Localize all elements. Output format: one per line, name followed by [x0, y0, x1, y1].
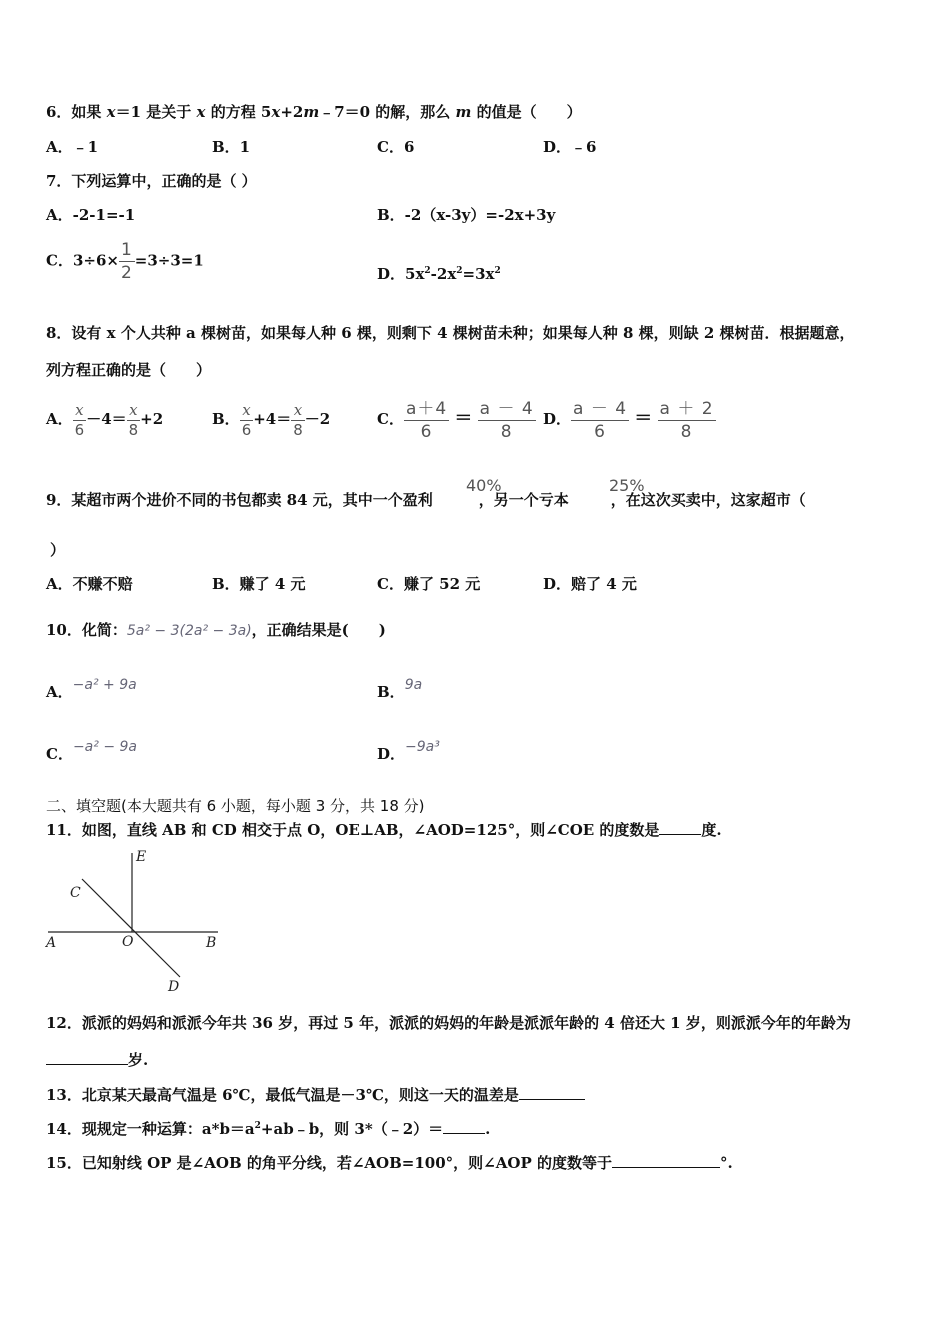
q6-option-a: A．﹣1 [46, 138, 99, 156]
q8-option-c: C． $\frac{a+4}{6}$ ＝ $\frac{a - 4}{8}$ [377, 398, 534, 442]
q8-option-a: A． $\frac{x}{6}$ －4＝ $\frac{x}{8}$ +2 [46, 400, 164, 439]
q14-stem: 14．现规定一种运算：$a*b=a^2+ab﹣b$，则 3*（﹣2）＝ . [46, 1120, 491, 1138]
q7-option-a: A．-2-1=-1 [46, 206, 136, 224]
q7-option-b: B．-2（x-3y）=-2x+3y [377, 206, 556, 224]
q15-stem: 15．已知射线 OP 是∠AOB 的角平分线，若∠AOB=100°，则∠AOP 的度数等于 °. [46, 1154, 733, 1172]
q6-stem: 6．如果 x＝1 是关于 x 的方程 5x+2m﹣7＝0 的解，那么 m 的值是（ ） [46, 103, 582, 121]
q13-stem: 13．北京某天最高气温是 6℃，最低气温是－3℃，则这一天的温差是 [46, 1085, 585, 1105]
q10-stem: 10．化简：5a² − 3(2a² − 3a)，正确结果是( ) [46, 621, 386, 639]
q11-stem: 11．如图，直线 AB 和 CD 相交于点 O，OE⊥AB，∠AOD=125°，则∠COE 的度数是 度. [46, 821, 722, 839]
q9-percent-profit: 40% [466, 476, 502, 495]
q8-stem-line1: 8．设有 x 个人共种 a 棵树苗，如果每人种 6 棵，则剩下 4 棵树苗未种；如果每人种 8 棵，则缺 2 棵树苗．根据题意， [46, 324, 855, 342]
q10-option-c: C．−a² − 9a [46, 739, 137, 763]
q9-option-c: C．赚了 52 元 [377, 575, 481, 593]
q10-expression: 5a² − 3(2a² − 3a) [126, 623, 252, 639]
q9-option-a: A．不赚不赔 [46, 575, 133, 593]
q12-stem-line2: 岁. [46, 1050, 148, 1070]
q11-diagram [40, 845, 230, 995]
q7-stem: 7．下列运算中，正确的是（ ） [46, 172, 257, 190]
q6-option-b: B．1 [212, 138, 251, 156]
q6-option-c: C．6 [377, 138, 415, 156]
q8-option-b: B． $\frac{x}{6}$ +4＝ $\frac{x}{8}$ －2 [212, 400, 331, 439]
q7-option-d: D．$5x^2-2x^2=3x^2$ [377, 265, 501, 283]
q10-option-a: A．−a² + 9a [46, 677, 137, 701]
q14-answer-blank[interactable] [443, 1119, 485, 1134]
label-b: B [206, 935, 217, 951]
q9-option-b: B．赚了 4 元 [212, 575, 306, 593]
q8-stem-line2: 列方程正确的是（ ） [46, 361, 212, 379]
label-o: O [122, 934, 134, 950]
q12-answer-blank[interactable] [46, 1050, 128, 1065]
line-cd [82, 879, 180, 977]
q11-answer-blank[interactable] [659, 820, 701, 835]
q8-option-d: D． $\frac{a - 4}{6}$ ＝ $\frac{a + 2}{8}$ [543, 398, 714, 442]
q10-option-d: D．−9a³ [377, 739, 440, 763]
q13-answer-blank[interactable] [519, 1085, 585, 1100]
q15-answer-blank[interactable] [612, 1153, 720, 1168]
label-c: C [70, 885, 81, 901]
q9-percent-loss: 25% [609, 476, 645, 495]
q9-option-d: D．赔了 4 元 [543, 575, 637, 593]
q7-option-c: C．3÷6× $\frac{1}{2}$ =3÷3=1 [46, 240, 204, 283]
label-a: A [46, 935, 57, 951]
q10-option-b: B．9a [377, 677, 423, 701]
q6-option-d: D．﹣6 [543, 138, 597, 156]
q9-stem-close: ） [50, 541, 66, 559]
q9-stem: 9．某超市两个进价不同的书包都卖 84 元，其中一个盈利 ，另一个亏本 ，在这次买卖中，这家超市（ [46, 491, 806, 509]
label-e: E [136, 849, 147, 865]
section-fill-in-title: 二、填空题(本大题共有 6 小题，每小题 3 分，共 18 分) [46, 797, 425, 815]
q12-stem-line1: 12．派派的妈妈和派派今年共 36 岁，再过 5 年，派派的妈妈的年龄是派派年龄的 4 倍还大 1 岁，则派派今年的年龄为 [46, 1014, 851, 1032]
label-d: D [168, 979, 180, 995]
